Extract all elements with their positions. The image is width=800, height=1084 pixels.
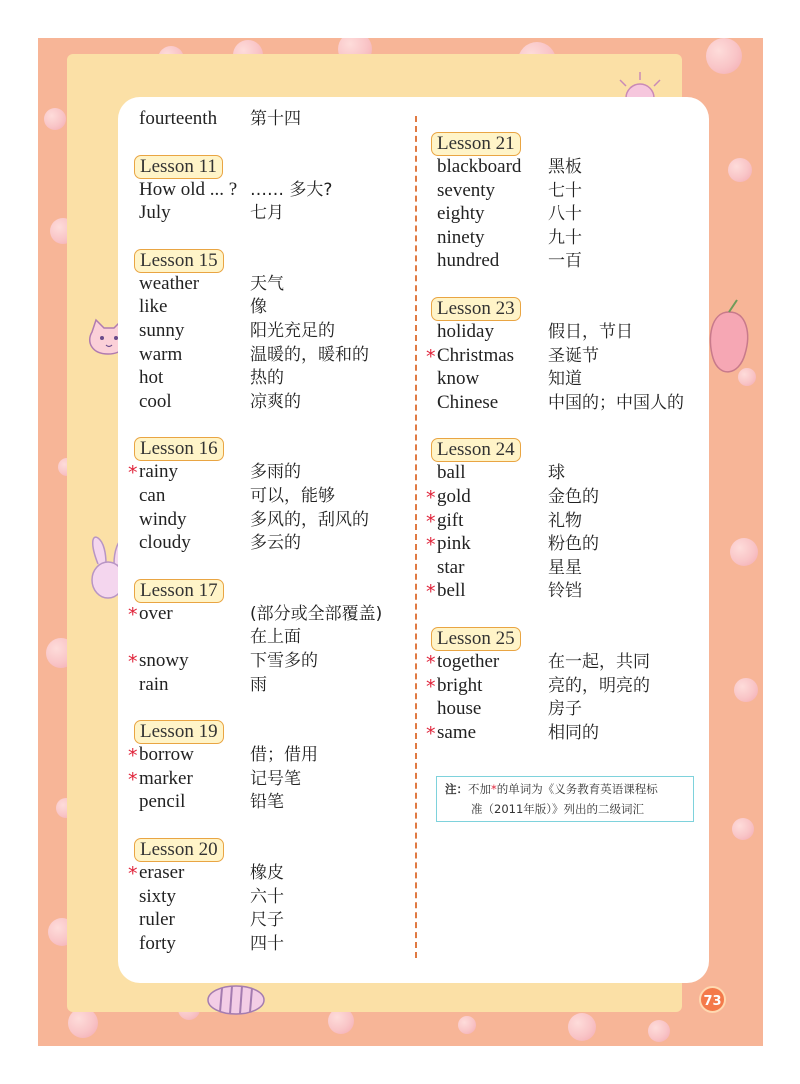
word-english <box>437 250 499 272</box>
word-english <box>139 933 176 955</box>
word-chinese: 圣诞节 <box>548 345 599 366</box>
star-marker-icon: * <box>426 534 436 557</box>
lesson-heading: Lesson 11 <box>134 155 223 179</box>
lesson-heading: Lesson 15 <box>134 249 224 273</box>
star-marker-icon: * <box>128 745 138 768</box>
word-english <box>139 909 175 931</box>
word-english-text: star <box>437 556 465 578</box>
star-marker-icon: * <box>426 487 436 509</box>
word-english <box>426 651 500 674</box>
word-english-text: weather <box>139 272 200 294</box>
word-chinese: 球 <box>548 463 565 484</box>
word-chinese: 尺子 <box>250 910 284 931</box>
word-chinese: 像 <box>250 297 267 318</box>
word-chinese: 可以，能够 <box>250 486 335 506</box>
decorative-bubble <box>730 538 758 566</box>
word-chinese: 一百 <box>548 251 582 272</box>
word-english <box>437 698 481 720</box>
column-divider <box>415 116 417 958</box>
word-english <box>437 203 485 225</box>
lesson-heading: Lesson 17 <box>134 579 224 603</box>
word-english <box>426 580 466 604</box>
word-english-text: ruler <box>139 909 175 931</box>
word-english-text: holiday <box>437 321 494 342</box>
word-english-text: cool <box>139 390 172 412</box>
word-english <box>128 862 185 885</box>
word-english-text: rain <box>139 673 169 695</box>
word-chinese: 粉色的 <box>548 534 599 555</box>
word-english: fourteenth <box>139 108 218 129</box>
lesson-heading: Lesson 16 <box>134 437 224 461</box>
page-number: 73 <box>699 986 726 1013</box>
word-english-text: same <box>437 721 477 743</box>
word-chinese: 天气 <box>250 273 284 294</box>
note-text-line2: 准（2011年版）》列出的二级词汇 <box>471 802 645 816</box>
word-english <box>426 674 483 698</box>
star-marker-icon: * <box>128 462 138 485</box>
word-english-text: marker <box>139 767 193 789</box>
word-english <box>437 180 495 202</box>
word-english-text: together <box>437 651 500 672</box>
word-english-text: know <box>437 368 480 390</box>
decorative-bubble <box>734 678 758 702</box>
word-chinese: 温暖的，暖和的 <box>250 344 369 365</box>
word-english <box>139 367 163 389</box>
word-chinese: 六十 <box>250 886 284 907</box>
word-chinese: 黑板 <box>548 157 582 177</box>
lesson-heading: Lesson 19 <box>134 720 224 744</box>
word-chinese: 多风的，刮风的 <box>250 509 369 530</box>
word-chinese: 橡皮 <box>250 863 284 883</box>
word-chinese: 九十 <box>548 227 582 248</box>
word-english-text: Christmas <box>437 344 515 366</box>
word-chinese: 七十 <box>548 180 582 201</box>
decorative-bubble <box>648 1020 670 1042</box>
star-marker-icon: * <box>128 863 138 885</box>
star-marker-icon: * <box>426 581 436 604</box>
word-english-text: blackboard <box>437 156 522 177</box>
word-english <box>139 296 168 318</box>
lesson-heading: Lesson 20 <box>134 838 224 862</box>
star-marker-icon: * <box>426 345 436 368</box>
word-english <box>437 227 485 249</box>
word-english <box>128 744 194 768</box>
word-english-text: hundred <box>437 250 500 272</box>
word-english <box>437 557 464 579</box>
word-english <box>128 767 193 791</box>
word-english <box>437 462 466 484</box>
decorative-bubble <box>706 38 742 74</box>
word-chinese: 记号笔 <box>250 768 301 789</box>
word-english-text: pencil <box>139 791 186 813</box>
word-english-text: ball <box>437 462 466 484</box>
word-chinese: 七月 <box>250 203 284 224</box>
word-english <box>139 532 191 554</box>
word-chinese: 四十 <box>250 933 284 954</box>
word-english-text: gift <box>437 509 464 531</box>
lesson-heading: Lesson 23 <box>431 297 521 321</box>
decorative-bubble <box>568 1013 596 1041</box>
word-chinese: 星星 <box>548 557 582 578</box>
note-star: * <box>491 782 497 796</box>
word-chinese: 热的 <box>250 368 284 389</box>
lesson-heading: Lesson 21 <box>431 132 521 156</box>
word-english-text: windy <box>139 508 187 530</box>
word-english <box>128 602 173 626</box>
word-english-text: cloudy <box>139 532 191 554</box>
word-chinese: 在上面 <box>250 627 301 648</box>
word-english-text: hot <box>139 367 164 389</box>
decorative-bubble <box>68 1008 98 1038</box>
word-chinese: 亮的，明亮的 <box>548 675 650 696</box>
fruit-icon <box>707 298 751 388</box>
word-english-text: sixty <box>139 885 176 907</box>
word-english <box>139 344 182 366</box>
star-marker-icon: * <box>426 722 436 745</box>
word-english-text: ninety <box>437 226 485 248</box>
word-english <box>426 509 464 533</box>
word-chinese: 多云的 <box>250 533 301 554</box>
word-chinese: 知道 <box>548 369 582 390</box>
word-english <box>426 721 477 745</box>
word-chinese: 相同的 <box>548 722 599 743</box>
word-english-text: pink <box>437 533 471 555</box>
word-english-text: How old ... ? <box>139 178 238 200</box>
word-english-text: gold <box>437 486 471 507</box>
star-marker-icon: * <box>128 651 138 673</box>
word-chinese: 雨 <box>250 674 267 695</box>
decorative-bubble <box>728 158 752 182</box>
decorative-bubble <box>732 818 754 840</box>
lesson-heading: Lesson 25 <box>431 627 521 651</box>
word-english-text: forty <box>139 932 176 954</box>
word-english-text: rainy <box>139 461 179 483</box>
word-english <box>139 273 199 295</box>
word-english-text: warm <box>139 343 183 365</box>
word-english-text: borrow <box>139 744 194 766</box>
note-text-part1: 不加 <box>468 782 491 796</box>
word-english-text: house <box>437 698 482 720</box>
star-marker-icon: * <box>426 510 436 533</box>
word-chinese: 中国的；中国人的 <box>548 392 684 413</box>
word-english-text: over <box>139 602 173 624</box>
word-chinese: 借；借用 <box>250 745 318 766</box>
word-english-text: sunny <box>139 320 185 341</box>
word-chinese: …… 多大? <box>250 179 333 200</box>
word-english-text: bell <box>437 580 466 602</box>
word-english <box>139 509 187 531</box>
word-english-text: eighty <box>437 203 485 225</box>
word-chinese: 第十四 <box>250 109 301 129</box>
word-english-text: eraser <box>139 862 185 883</box>
star-marker-icon: * <box>426 652 436 674</box>
footnote-box <box>436 776 694 822</box>
word-english <box>426 344 515 368</box>
word-english <box>128 650 189 673</box>
lesson-heading: Lesson 24 <box>431 438 521 462</box>
word-english-text: can <box>139 485 166 506</box>
word-english-text: bright <box>437 674 483 696</box>
word-english <box>437 156 521 178</box>
word-english-text: July <box>139 202 171 224</box>
word-english <box>437 392 498 414</box>
word-chinese: 铃铛 <box>548 581 582 602</box>
decorative-bubble <box>458 1016 476 1034</box>
word-english-text: seventy <box>437 179 496 201</box>
word-english <box>139 202 171 224</box>
word-english-text: snowy <box>139 650 189 671</box>
word-english <box>139 391 172 413</box>
word-english <box>128 461 179 485</box>
word-english <box>139 886 176 908</box>
word-chinese: 礼物 <box>548 510 582 531</box>
word-chinese: 多雨的 <box>250 462 301 483</box>
decorative-bubble <box>44 108 66 130</box>
word-english <box>139 320 184 342</box>
word-english <box>426 533 471 557</box>
word-chinese: (部分或全部覆盖) <box>250 603 383 624</box>
word-english <box>139 179 237 201</box>
word-english <box>139 791 185 813</box>
word-chinese: 八十 <box>548 204 582 225</box>
word-chinese: 金色的 <box>548 487 599 507</box>
star-marker-icon: * <box>128 768 138 791</box>
word-chinese: 凉爽的 <box>250 391 301 412</box>
note-label: 注： <box>445 782 468 796</box>
note-text-part2: 的单词为《义务教育英语课程标 <box>496 782 658 796</box>
word-chinese: 下雪多的 <box>250 651 318 671</box>
word-chinese: 房子 <box>548 699 582 720</box>
word-english <box>139 485 165 507</box>
word-english <box>139 674 169 696</box>
word-english-text: like <box>139 296 168 318</box>
word-chinese: 假日，节日 <box>548 322 633 342</box>
word-english <box>437 321 494 343</box>
star-marker-icon: * <box>128 603 138 626</box>
word-english <box>437 368 479 390</box>
word-chinese: 铅笔 <box>250 792 284 813</box>
word-chinese: 在一起，共同 <box>548 652 650 672</box>
word-chinese: 阳光充足的 <box>250 321 335 341</box>
zebra-icon <box>196 978 276 1018</box>
word-english-text: Chinese <box>437 391 499 413</box>
word-english <box>426 486 471 509</box>
star-marker-icon: * <box>426 675 436 698</box>
